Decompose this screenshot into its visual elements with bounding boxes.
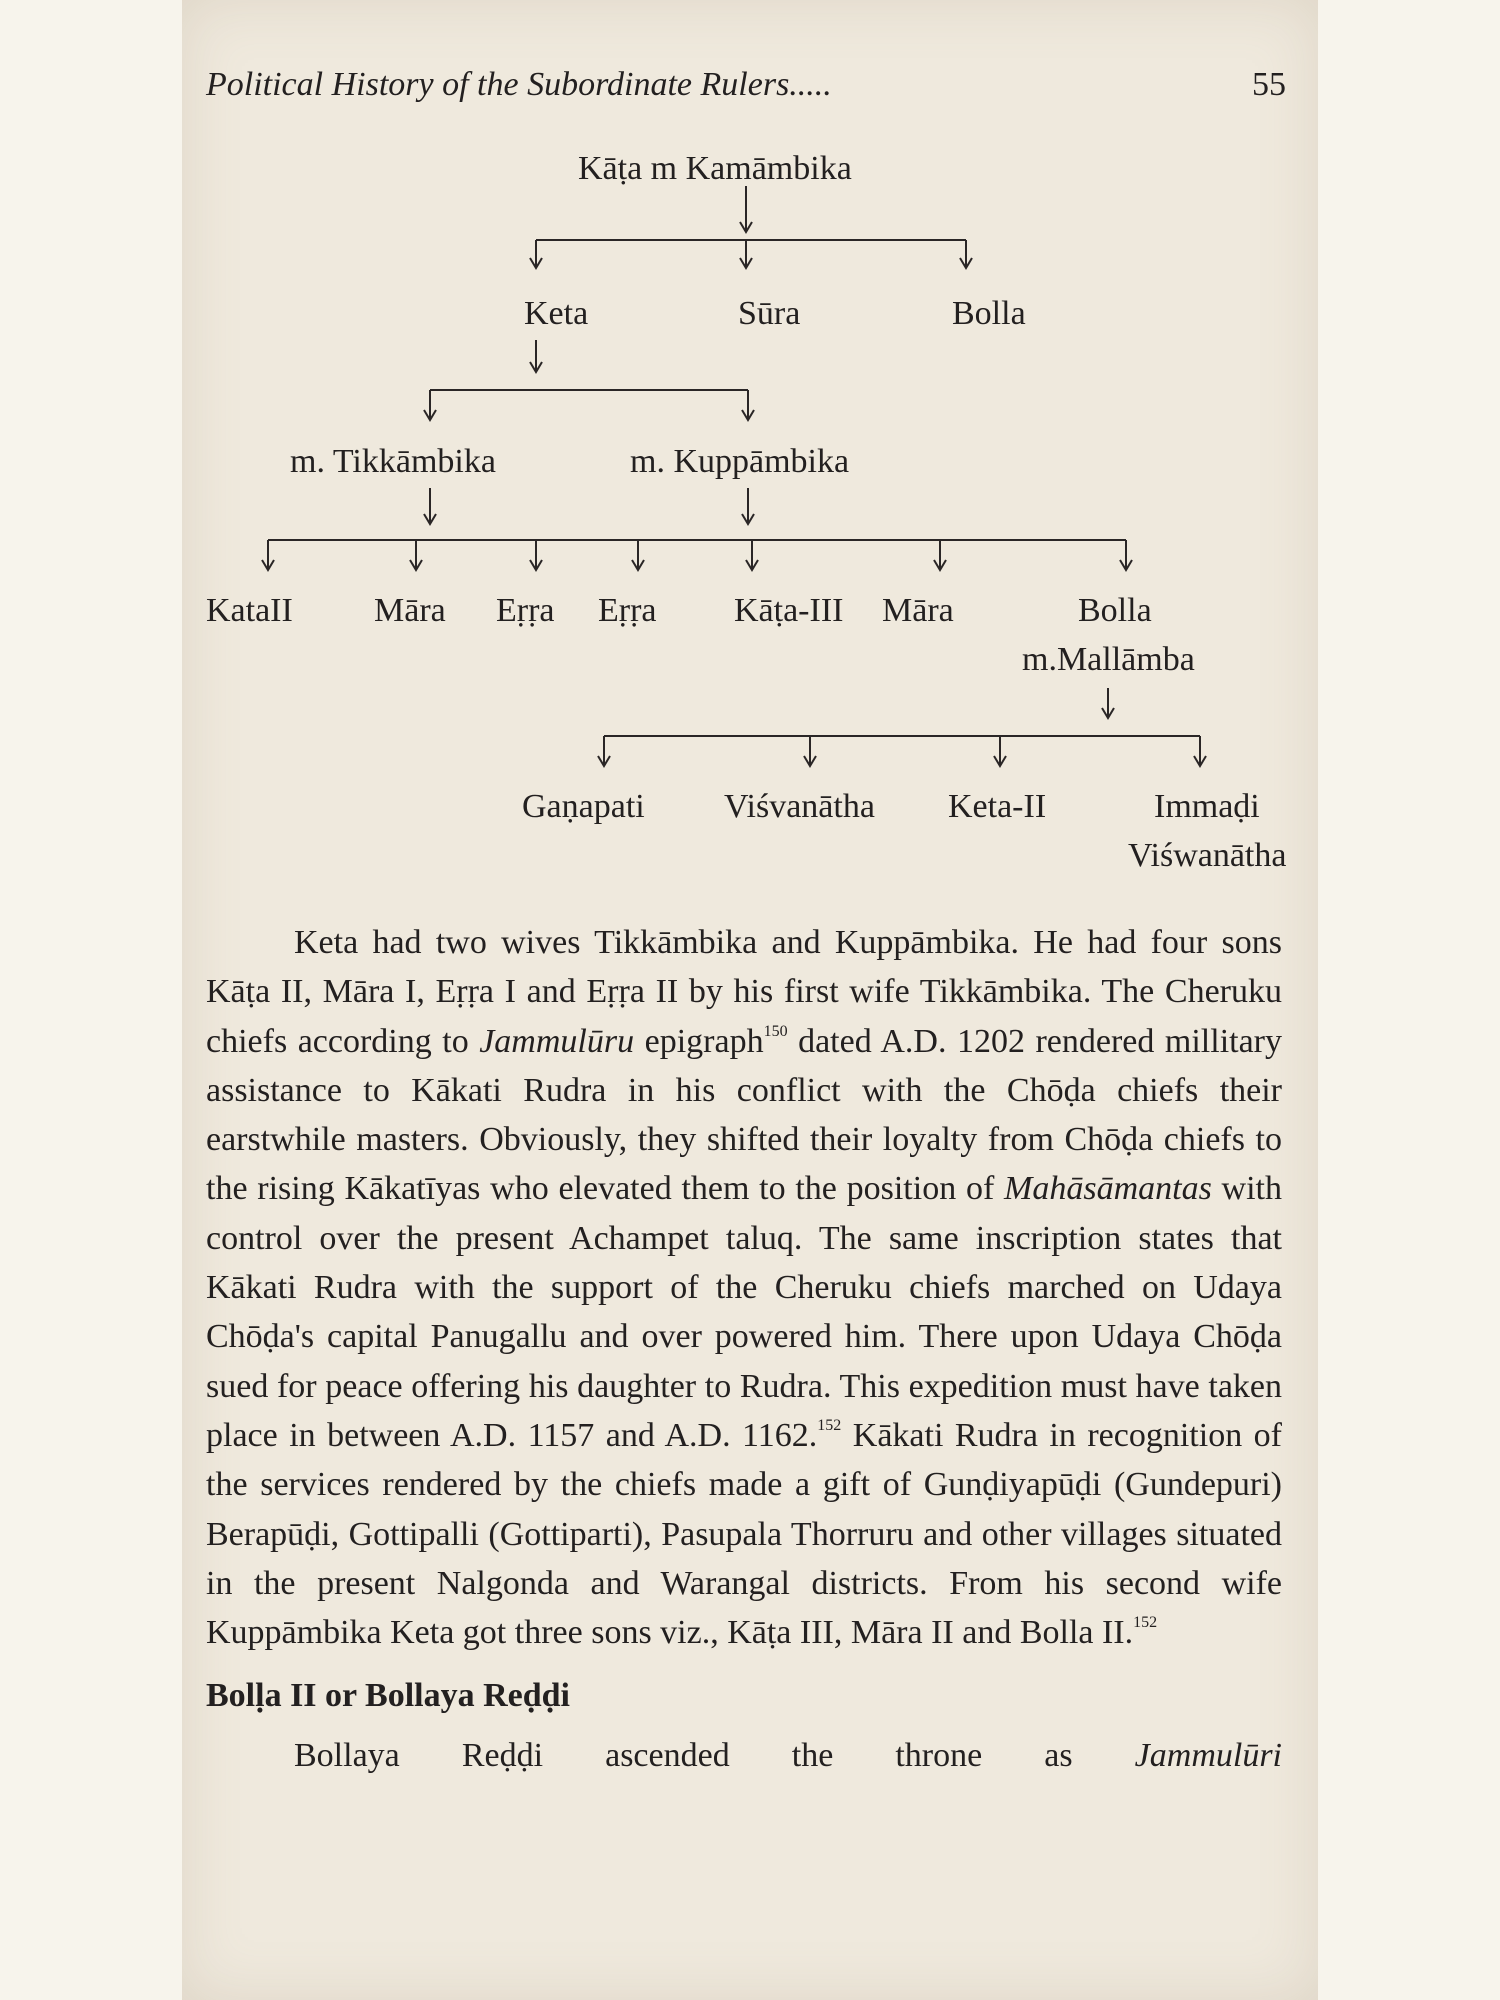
body-text bbox=[206, 918, 1282, 1780]
keta-connectors bbox=[424, 340, 754, 420]
node-root: Kāṭa m Kamāmbika bbox=[578, 150, 852, 187]
bolla-connectors bbox=[598, 688, 1206, 766]
paragraph-bollaya: Bollaya Reḍḍi ascended the throne as Jammulūri bbox=[294, 1736, 1282, 1774]
node-bolla: Bolla bbox=[952, 295, 1026, 332]
node-erra-ii: Eṛṛa bbox=[598, 592, 657, 629]
wife-connectors bbox=[262, 488, 1132, 570]
title-mahasamantas: Mahāsāmantas bbox=[1004, 1170, 1212, 1208]
section-heading: Bolḷa II or Bollaya Reḍḍi bbox=[206, 1677, 570, 1715]
node-erra-i: Eṛṛa bbox=[496, 592, 555, 629]
node-kata-ii: KataII bbox=[206, 592, 293, 629]
node-sura: Sūra bbox=[738, 295, 801, 332]
node-viswanatha: Viśwanātha bbox=[1128, 837, 1287, 874]
footnote-ref: 150 bbox=[763, 1022, 788, 1040]
node-wife-mallamba: m.Mallāmba bbox=[1022, 641, 1195, 678]
node-bolla-ii: Bolla bbox=[1078, 592, 1152, 629]
node-ganapati: Gaṇapati bbox=[522, 788, 645, 825]
node-kata-iii: Kāṭa-III bbox=[734, 592, 844, 629]
node-keta: Keta bbox=[524, 295, 589, 332]
place-name-jammuluri: Jammulūri bbox=[1134, 1736, 1282, 1774]
root-connectors bbox=[530, 186, 972, 268]
node-wife-tikkambika: m. Tikkāmbika bbox=[290, 443, 496, 480]
place-name-jammuluru: Jammulūru bbox=[479, 1022, 635, 1060]
genealogy-tree bbox=[0, 0, 1500, 900]
node-mara-ii: Māra bbox=[882, 592, 954, 629]
node-wife-kuppambika: m. Kuppāmbika bbox=[630, 443, 850, 480]
node-immadi: Immaḍi bbox=[1154, 788, 1260, 825]
footnote-ref: 152 bbox=[1133, 1614, 1158, 1632]
node-visvanatha: Viśvanātha bbox=[724, 788, 875, 825]
running-title: Political History of the Subordinate Rulers..... bbox=[206, 66, 832, 103]
node-keta-ii: Keta-II bbox=[948, 788, 1047, 825]
footnote-ref: 152 bbox=[817, 1416, 842, 1434]
node-mara-i: Māra bbox=[374, 592, 446, 629]
page-number: 55 bbox=[1252, 66, 1286, 103]
paragraph-keta: Keta had two wives Tikkāmbika and Kuppāmbika. He had four sons Kāṭa II, Māra I, Eṛṛa I and Eṛṛa II by his first wife Tikkāmbika. The Cheruku chiefs according to Jammulūru epigraph$^{150}$ dated A.D. 1202 rendered millitary assistance to Kākati Rudra in his conflict with the Chōḍa chiefs their earstwhile masters. Obviously, they shifted their loyalty from Chōḍa chiefs to the rising Kākatīyas who elevated them to the position of Mahāsāmantas with control over the present Achampet taluq. The same inscription states that Kākati Rudra with the support of the Cheruku chiefs marched on Udaya Chōḍa's capital Panugallu and over powered him. There upon Udaya Chōḍa sued for peace offering his daughter to Rudra. This expedition must have taken place in between A.D. 1157 and A.D. 1162.$^{152}$ Kākati Rudra in recognition of the services rendered by the chiefs made a gift of Gunḍiyapūḍi (Gundepuri) Berapūḍi, Gottipalli (Gottiparti), Pasupala Thorruru and other villages situated in the present Nalgonda and Warangal districts. From his second wife Kuppāmbika Keta got three sons viz., Kāṭa III, Māra II and Bolla II.$^{152}$ bbox=[206, 924, 1283, 1652]
